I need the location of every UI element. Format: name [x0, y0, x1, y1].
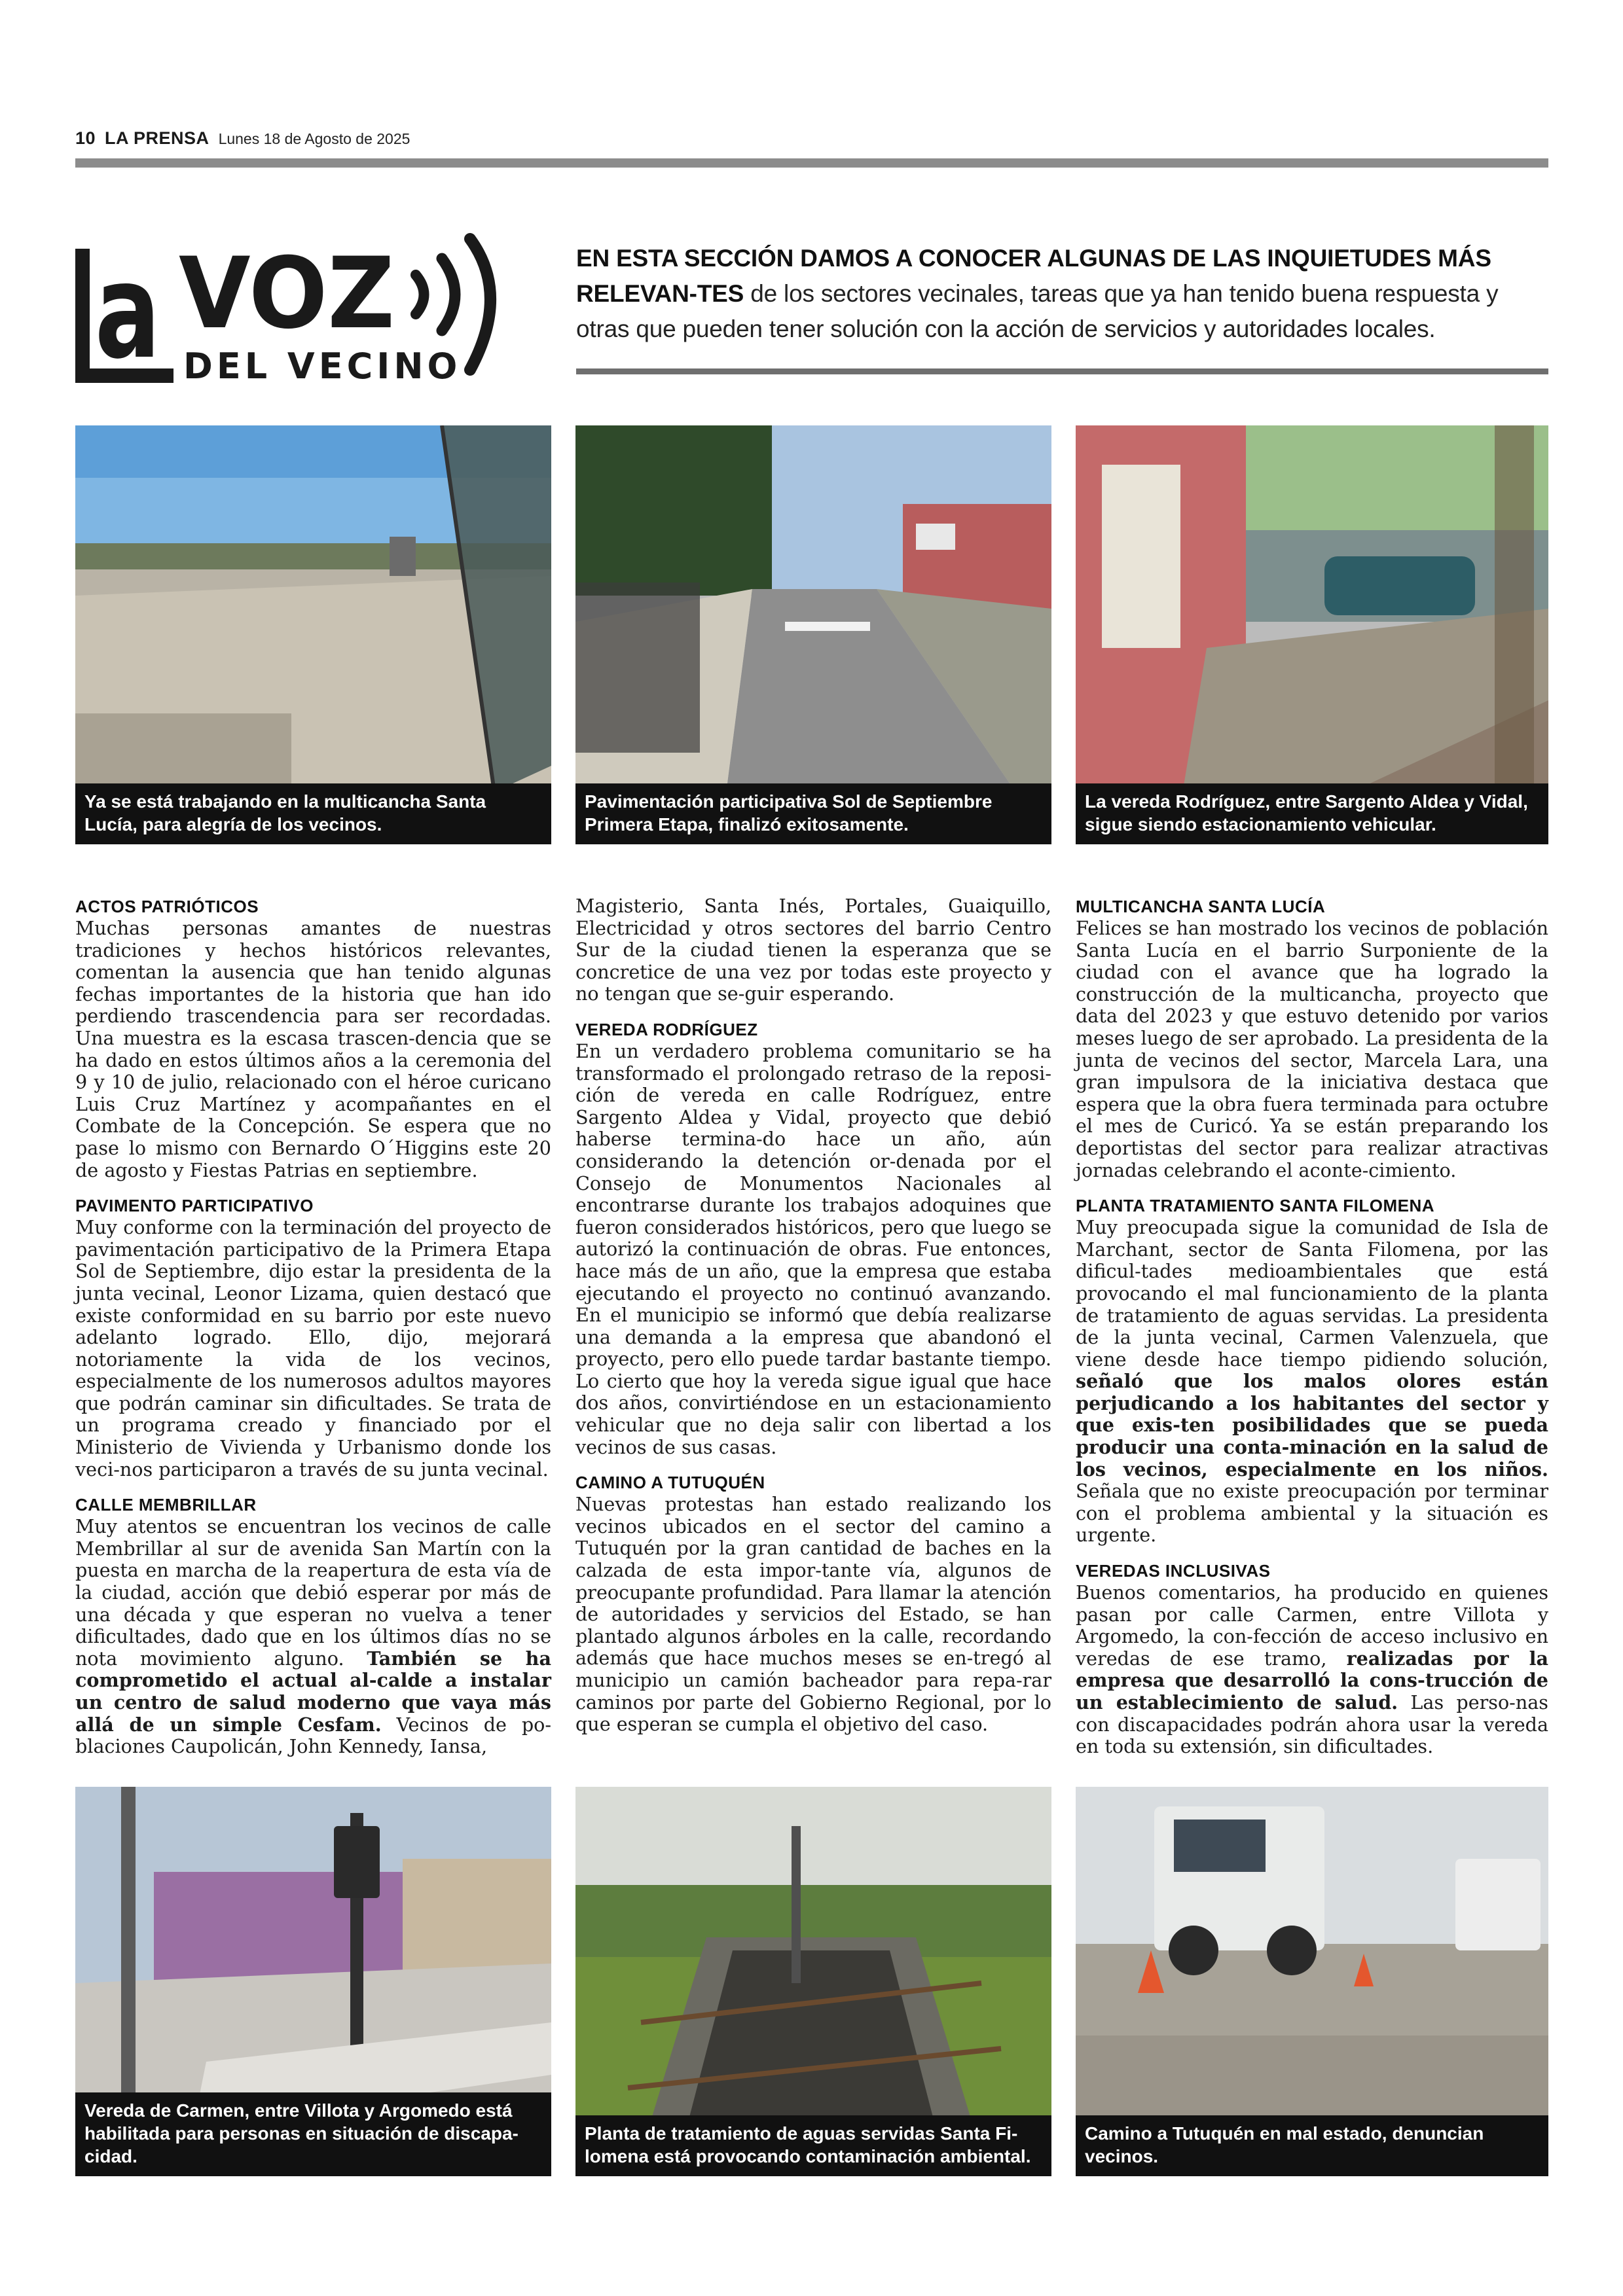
- article-body-filomena-tail: Señala que no existe preocupación por terminar con el problema ambiental y la situación es urgente.: [1076, 1480, 1548, 1547]
- article-body-membrillar-tail: Vecinos de po-blaciones Caupolicán, John Kennedy, Iansa,: [75, 1713, 551, 1758]
- photo-planta-filomena: [575, 1787, 1051, 2176]
- article-body-actos: Muchas personas amantes de nuestras tradiciones y hechos históricos relevantes, comentan la ausencia que han tenido algunas fechas importantes de la historia que han ido perdiendo trascendencia para ser recordadas. Una muestra es la escasa trascen-dencia que se ha dado en estos últimos años a la ceremonia del 9 y 10 de julio, relacionado con el héroe curicano Luis Cruz Martínez y acompañantes en el Combate de la Concepción. Se espera que no pase lo mismo con Bernardo O´Higgins este 20 de agosto y Fiestas Patrias en septiembre.: [75, 917, 551, 1181]
- article-body-pavimento: Muy conforme con la terminación del proyecto de pavimentación participativo de la Primera Etapa Sol de Septiembre, dijo estar la presidenta de la junta vecinal, Leonor Lizama, quien destacó que existe conformidad en su barrio por este nuevo adelanto logrado. Ello, dijo, mejorará notoriamente la vida de los vecinos, especialmente de los numerosos adultos mayores que podrán caminar sin dificultades. Se trata de un programa creado y financiado por el Ministerio de Vivienda y Urbanismo donde los veci-nos participaron a través de su junta vecinal.: [75, 1216, 551, 1480]
- article-body-filomena-text: Muy preocupada sigue la comunidad de Isla de Marchant, sector de Santa Filomena, por las dificul-tades medioambientales que está provocando el mal funcionamiento de la planta de tratamiento de aguas servidas. La presidenta de la junta vecinal, Carmen Valenzuela, que viene desde hace tiempo pidiendo solución,: [1076, 1216, 1548, 1371]
- svg-text:a: a: [95, 236, 160, 386]
- article-body-membrillar-highlight: También se ha comprometido el actual al-calde a instalar un centro de salud moderno que vaya más allá de un simple Cesfam.: [75, 1647, 551, 1736]
- article-body-inclusivas-highlight: realizadas por la empresa que desarrolló la cons-trucción de un establecimiento de salud.: [1076, 1647, 1548, 1713]
- article-title-membrillar: CALLE MEMBRILLAR: [75, 1495, 257, 1515]
- article-body-multicancha: Felices se han mostrado los vecinos de población Santa Lucía en el barrio Surponiente de la ciudad con el avance que ha logrado la construcción de la multicancha, proyecto que data del 2023 y que estuvo detenido por varios meses luego de ser aprobado. La presidenta de la junta de vecinos del sector, Marcela Lara, una gran impulsora de la iniciativa destaca que espera que la obra fuera terminada para octubre el mes de Curicó. Ya se están preparando los deportistas del sector para realizar atractivas jornadas celebrando el aconte-cimiento.: [1076, 917, 1548, 1181]
- header-rule: [75, 158, 1548, 168]
- article-title-pavimento: PAVIMENTO PARTICIPATIVO: [75, 1196, 314, 1216]
- intro-rule: [576, 368, 1548, 374]
- photo-caption: Planta de tratamiento de aguas servidas Santa Fi-lomena está provocando contaminación ambiental.: [575, 2115, 1051, 2176]
- article-title-actos: ACTOS PATRIÓTICOS: [75, 897, 259, 916]
- article-body-membrillar-continued: Magisterio, Santa Inés, Portales, Guaiquillo, Electricidad y otros sectores del barrio Centro Sur de la ciudad tienen la esperanza que se concretice de una vez por todas este proyecto y no tengan que se-guir esperando.: [575, 895, 1051, 1005]
- article-body-tutuquen: Nuevas protestas han estado realizando los vecinos ubicados en el sector del camino a Tutuquén por la gran cantidad de baches en la calzada de esta impor-tante vía, algunos de preocupante profundidad. Para llamar la atención de autoridades y servicios del Estado, se han plantado algunos árboles en la calle, recordando además que hace muchos meses se en-tregó al municipio un camión bacheador para repa-rar caminos por parte del Gobierno Regional, por lo que esperan se cumpla el objetivo del caso.: [575, 1493, 1051, 1736]
- photo-vereda-rodriguez: [1076, 425, 1548, 844]
- article-body-membrillar-text: Muy atentos se encuentran los vecinos de calle Membrillar al sur de avenida San Martín con la puesta en marcha de la reapertura de esta vía de la ciudad, acción que debió esperar por más de una década y que esperan no vuelva a tener dificultades, dado que en los últimos días no se nota movimiento alguno.: [75, 1515, 551, 1670]
- column-2: [575, 895, 1051, 1736]
- issue-date: Lunes 18 de Agosto de 2025: [218, 130, 410, 147]
- article-title-filomena: PLANTA TRATAMIENTO SANTA FILOMENA: [1076, 1196, 1435, 1216]
- article-body-filomena-highlight: señaló que los malos olores están perjudicando a los habitantes del sector y que exis-ten posibilidades que se pueda producir una conta-minación en la salud de los vecinos, especialmente en los niños.: [1076, 1370, 1548, 1480]
- article-title-inclusivas: VEREDAS INCLUSIVAS: [1076, 1561, 1271, 1581]
- intro-lead: EN ESTA SECCIÓN DAMOS A CONOCER ALGUNAS DE LAS INQUIETUDES MÁS RELEVAN-TES: [576, 245, 1491, 307]
- svg-text:VOZ: VOZ: [179, 237, 395, 351]
- photo-caption: Ya se está trabajando en la multicancha Santa Lucía, para alegría de los vecinos.: [75, 783, 551, 844]
- photo-caption: Pavimentación participativa Sol de Septiembre Primera Etapa, finalizó exitosamente.: [575, 783, 1051, 844]
- article-title-tutuquen: CAMINO A TUTUQUÉN: [575, 1473, 765, 1493]
- page-folio: [75, 128, 410, 154]
- multicancha-scene: [75, 425, 551, 844]
- article-body-filomena: [1076, 1217, 1548, 1547]
- column-1: [75, 895, 551, 1758]
- article-body-inclusivas: [1076, 1582, 1548, 1758]
- article-body-membrillar: [75, 1516, 551, 1758]
- photo-caption: Camino a Tutuquén en mal estado, denuncian vecinos.: [1076, 2115, 1548, 2176]
- article-title-rodriguez: VEREDA RODRÍGUEZ: [575, 1019, 758, 1039]
- photo-caption: La vereda Rodríguez, entre Sargento Aldea y Vidal, sigue siendo estacionamiento vehicular.: [1076, 783, 1548, 844]
- article-title-multicancha: MULTICANCHA SANTA LUCÍA: [1076, 897, 1326, 916]
- newspaper-name: LA PRENSA: [105, 128, 210, 148]
- column-3: [1076, 895, 1548, 1758]
- photo-caption: Vereda de Carmen, entre Villota y Argomedo está habilitada para personas en situación de discapa-cidad.: [75, 2092, 551, 2176]
- pavimentacion-scene: [575, 425, 1051, 844]
- article-body-rodriguez: En un verdadero problema comunitario se ha transformado el prolongado retraso de la reposi-ción de vereda en calle Rodríguez, entre Sargento Aldea y Vidal, proyecto que debió haberse termina-do hace un año, aún considerando la detención or-denada por el Consejo de Monumentos Nacionales al encontrarse durante los trabajos adoquines que fueron considerados históricos, pero que luego se autorizó la continuación de obras. Fue entonces, hace más de un año, que la empresa que estaba ejecutando el proyecto no continuó avanzando. En el municipio se informó que debía realizarse una demanda a la empresa que abandonó el proyecto, pero ello puede tardar bastante tiempo. Lo cierto que hoy la vereda sigue igual que hace dos años, convirtiéndose en un estacionamiento vehicular que no deja salir con libertad a los vecinos de sus casas.: [575, 1039, 1051, 1458]
- page-number: 10: [75, 128, 96, 148]
- svg-text:DEL VECINO: DEL VECINO: [183, 346, 462, 386]
- photo-vereda-carmen: [75, 1787, 551, 2176]
- article-body-inclusivas-text: Buenos comentarios, ha producido en quienes pasan por calle Carmen, entre Villota y Argomedo, la con-fección de acceso inclusivo en veredas de ese tramo,: [1076, 1581, 1548, 1670]
- intro-body: de los sectores vecinales, tareas que ya han tenido buena respuesta y otras que pueden tener solución con la acción de servicios y autoridades locales.: [576, 280, 1499, 342]
- vereda-rodriguez-scene: [1076, 425, 1548, 844]
- photo-pavimentacion: [575, 425, 1051, 844]
- section-intro: [576, 241, 1548, 347]
- photo-multicancha: [75, 425, 551, 844]
- section-logo: [75, 229, 534, 386]
- photo-camino-tutuquen: [1076, 1787, 1548, 2176]
- article-body-inclusivas-tail: Las perso-nas con discapacidades podrán ahora usar la vereda en toda su extensión, sin dificultades.: [1076, 1691, 1548, 1758]
- la-voz-del-vecino-logo: [75, 229, 534, 386]
